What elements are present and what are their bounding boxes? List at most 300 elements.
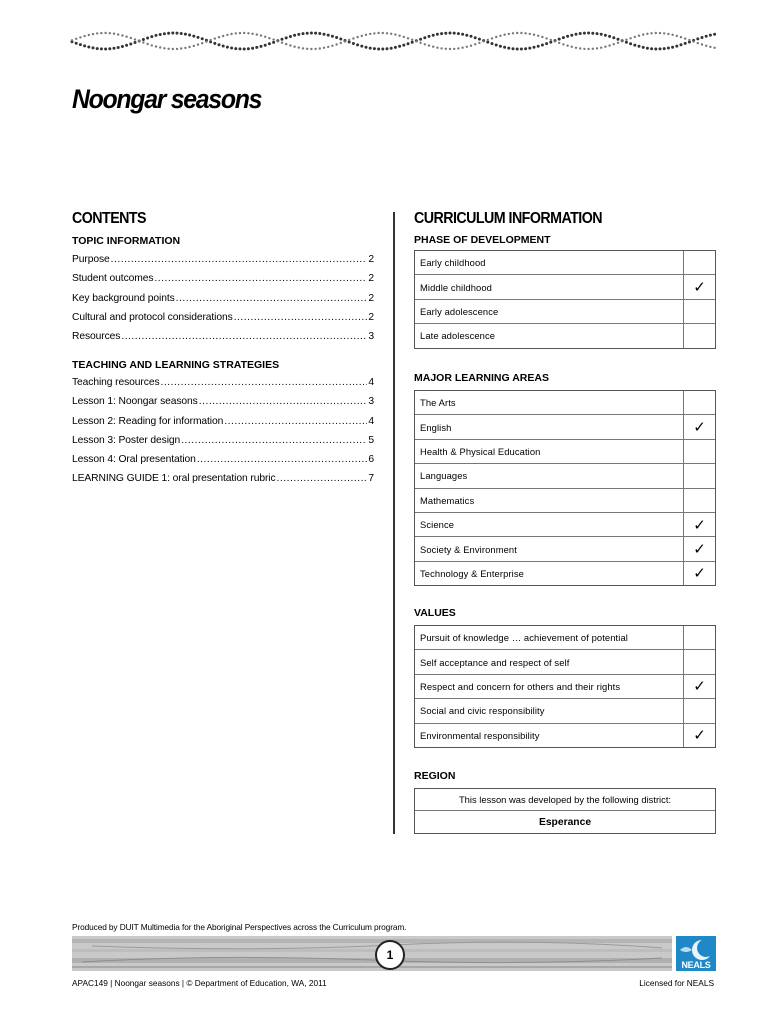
border-dot — [570, 34, 573, 37]
footer-copyright: APAC149 | Noongar seasons | © Department of Education, WA, 2011 — [72, 978, 327, 988]
border-dot — [478, 42, 480, 44]
border-dot — [79, 43, 82, 46]
border-dot — [150, 35, 153, 38]
border-dot — [667, 33, 669, 35]
toc-item[interactable]: Teaching resources ..... 4 — [72, 377, 374, 396]
border-dot — [79, 36, 81, 38]
toc-item[interactable]: Student outcomes ..... 2 — [72, 273, 374, 292]
curriculum-section — [414, 210, 716, 828]
toc-item[interactable]: Lesson 3: Poster design ..... 5 — [72, 435, 374, 454]
border-dot — [306, 32, 309, 35]
border-dot — [176, 32, 179, 35]
border-dot — [478, 38, 481, 41]
border-dot — [247, 32, 249, 34]
border-dot — [503, 46, 506, 49]
border-dot — [444, 32, 447, 35]
border-dot — [377, 32, 379, 34]
border-dot — [680, 36, 682, 38]
border-dot — [533, 46, 536, 49]
border-dot — [608, 44, 610, 46]
border-dot — [579, 32, 582, 35]
border-dot — [600, 47, 602, 49]
border-dot — [155, 34, 158, 37]
border-dot — [365, 34, 367, 36]
border-dot — [676, 35, 678, 37]
border-dot — [411, 39, 413, 41]
table-row: Science ✓ — [415, 512, 715, 536]
border-dot — [524, 47, 527, 50]
border-dot — [394, 46, 397, 49]
border-dot — [297, 33, 300, 36]
border-dot — [659, 32, 661, 34]
border-dot — [520, 48, 523, 51]
border-dot — [289, 35, 292, 38]
border-dot — [537, 35, 539, 37]
border-dot — [613, 43, 615, 45]
border-dot — [109, 32, 111, 34]
border-dot — [373, 32, 375, 34]
border-dot — [365, 46, 368, 49]
border-dot — [398, 35, 400, 37]
border-dot — [516, 32, 518, 34]
teaching-toc-list — [72, 377, 374, 493]
page-number: 1 — [375, 940, 405, 970]
border-dot — [340, 42, 342, 44]
border-dot — [113, 33, 115, 35]
border-dot — [491, 37, 493, 39]
border-dot — [440, 47, 442, 49]
border-dot — [654, 48, 657, 51]
border-dot — [579, 47, 581, 49]
check-mark-icon: ✓ — [683, 537, 715, 560]
border-dot — [382, 32, 384, 34]
border-dot — [356, 36, 358, 38]
border-dot — [596, 47, 598, 49]
region-note: This lesson was developed by the following district: — [415, 789, 715, 811]
border-dot — [713, 33, 716, 36]
border-dot — [680, 43, 683, 46]
border-dot — [281, 38, 284, 41]
border-dot — [335, 36, 338, 39]
border-dot — [356, 43, 359, 46]
border-dot — [621, 40, 623, 42]
border-dot — [226, 46, 229, 49]
border-dot — [659, 47, 662, 50]
border-dot — [306, 48, 308, 50]
border-dot — [222, 45, 225, 48]
checkbox-cell — [683, 324, 715, 347]
border-dot — [180, 32, 183, 35]
border-dot — [197, 43, 199, 45]
border-dot — [499, 35, 501, 37]
border-dot — [302, 32, 305, 35]
toc-item[interactable]: Lesson 1: Noongar seasons ..... 3 — [72, 396, 374, 415]
border-dot — [377, 48, 380, 51]
border-dot — [402, 44, 405, 47]
border-dot — [386, 32, 388, 34]
border-dot — [600, 33, 603, 36]
border-dot — [108, 47, 111, 50]
border-dot — [461, 47, 463, 49]
border-dot — [453, 32, 456, 35]
checkbox-cell — [683, 464, 715, 487]
border-dot — [171, 32, 174, 35]
border-dot — [697, 42, 699, 44]
curriculum-heading: CURRICULUM INFORMATION — [414, 210, 603, 227]
border-dot — [617, 38, 620, 41]
border-dot — [696, 37, 699, 40]
border-dot — [508, 33, 510, 35]
border-dot — [591, 32, 594, 35]
border-dot — [491, 42, 494, 45]
border-dot — [285, 36, 288, 39]
border-dot — [436, 33, 439, 36]
border-dot — [638, 35, 640, 37]
border-dot — [558, 42, 560, 44]
border-dot — [197, 36, 200, 39]
border-dot — [323, 33, 326, 36]
toc-item[interactable]: LEARNING GUIDE 1: oral presentation rubric ..... 7 — [72, 473, 374, 492]
border-dot — [213, 42, 216, 45]
border-dot — [293, 46, 295, 48]
border-dot — [545, 37, 547, 39]
check-mark-icon: ✓ — [683, 724, 715, 747]
border-dot — [705, 35, 708, 38]
border-dot — [264, 44, 267, 47]
contents-section — [72, 210, 374, 485]
border-dot — [701, 36, 704, 39]
border-dot — [243, 48, 246, 51]
border-dot — [562, 36, 565, 39]
border-dot — [432, 46, 434, 48]
border-dot — [617, 42, 619, 44]
border-dot — [285, 43, 287, 45]
border-dot — [415, 40, 417, 42]
border-dot — [432, 34, 435, 37]
border-dot — [684, 42, 687, 45]
border-dot — [159, 46, 161, 48]
table-row: Late adolescence — [415, 323, 715, 347]
border-dot — [537, 45, 540, 48]
border-dot — [96, 32, 98, 34]
border-dot — [121, 45, 124, 48]
table-row: Respect and concern for others and their rights ✓ — [415, 674, 715, 698]
border-dot — [675, 45, 678, 48]
border-dot — [100, 32, 102, 34]
check-mark-icon: ✓ — [683, 513, 715, 536]
border-dot — [386, 47, 389, 50]
border-dot — [302, 47, 304, 49]
border-dot — [381, 48, 384, 51]
border-dot — [487, 39, 489, 41]
toc-item[interactable]: Lesson 2: Reading for information ..... 4 — [72, 416, 374, 435]
border-dot — [545, 42, 548, 45]
border-dot — [566, 45, 568, 47]
border-dot — [96, 47, 99, 50]
border-dot — [369, 47, 372, 50]
check-mark-icon: ✓ — [683, 675, 715, 698]
border-dot — [75, 42, 78, 45]
border-dot — [184, 47, 186, 49]
border-dot — [453, 48, 455, 50]
toc-item[interactable]: Purpose ..... 2 — [72, 254, 374, 273]
border-dot — [352, 42, 355, 45]
border-dot — [272, 38, 274, 40]
table-row: Early childhood — [415, 251, 715, 274]
border-dot — [629, 37, 631, 39]
border-dot — [87, 46, 90, 49]
border-dot — [277, 40, 279, 42]
table-row: Society & Environment ✓ — [415, 536, 715, 560]
border-dot — [642, 46, 645, 49]
border-dot — [298, 46, 300, 48]
border-dot — [289, 44, 291, 46]
border-dot — [436, 47, 438, 49]
border-dot — [507, 47, 510, 50]
border-dot — [495, 36, 497, 38]
border-dot — [310, 48, 312, 50]
border-dot — [465, 34, 468, 37]
border-dot — [327, 34, 330, 37]
border-dot — [142, 38, 145, 41]
border-dot — [390, 47, 393, 50]
border-dot — [163, 47, 165, 49]
border-dot — [419, 42, 421, 44]
border-dot — [104, 32, 106, 34]
checkbox-cell — [683, 650, 715, 673]
border-dot — [234, 47, 237, 50]
border-dot — [327, 46, 329, 48]
border-dot — [583, 48, 585, 50]
border-dot — [121, 34, 123, 36]
border-dot — [550, 39, 552, 41]
border-dot — [146, 43, 148, 45]
border-dot — [558, 38, 561, 41]
border-dot — [373, 47, 376, 50]
border-dot — [281, 42, 283, 44]
border-dot — [348, 39, 350, 41]
border-dot — [419, 38, 422, 41]
table-row: Social and civic responsibility — [415, 698, 715, 722]
border-dot — [470, 45, 472, 47]
border-dot — [474, 36, 477, 39]
border-dot — [352, 37, 354, 39]
table-row: Environmental responsibility ✓ — [415, 723, 715, 747]
border-dot — [184, 33, 187, 36]
border-dot — [323, 47, 325, 49]
border-dot — [482, 40, 484, 42]
phase-heading: PHASE OF DEVELOPMENT — [414, 234, 551, 246]
values-heading: VALUES — [414, 607, 456, 619]
table-row: Technology & Enterprise ✓ — [415, 561, 715, 585]
border-dot — [125, 44, 128, 47]
border-dot — [268, 42, 271, 45]
table-row: Pursuit of knowledge … achievement of potential — [415, 626, 715, 649]
border-dot — [339, 38, 342, 41]
border-dot — [159, 33, 162, 36]
border-dot — [163, 32, 166, 35]
page-title: Noongar seasons — [72, 84, 262, 114]
border-dot — [75, 38, 77, 40]
border-dot — [466, 46, 468, 48]
border-dot — [663, 47, 666, 50]
border-dot — [646, 33, 648, 35]
border-dot — [117, 33, 119, 35]
table-row: Mathematics — [415, 488, 715, 512]
border-dot — [180, 47, 182, 49]
border-dot — [604, 34, 607, 37]
border-dot — [264, 36, 266, 38]
produced-by-note: Produced by DUIT Multimedia for the Aboriginal Perspectives across the Curriculum program. — [72, 922, 407, 932]
border-dot — [398, 45, 401, 48]
border-dot — [587, 32, 590, 35]
border-dot — [192, 35, 195, 38]
toc-item[interactable]: Key background points ..... 2 — [72, 293, 374, 312]
border-dot — [138, 40, 140, 42]
border-dot — [499, 45, 502, 48]
border-dot — [403, 36, 405, 38]
border-dot — [445, 48, 447, 50]
border-dot — [88, 34, 90, 36]
border-dot — [688, 39, 690, 41]
topic-toc-list — [72, 254, 374, 350]
border-dot — [655, 32, 657, 34]
border-dot — [218, 43, 221, 46]
border-dot — [638, 45, 641, 48]
phase-table — [414, 250, 716, 349]
border-dot — [255, 46, 258, 49]
table-row: The Arts — [415, 391, 715, 414]
border-dot — [701, 43, 703, 45]
border-dot — [625, 41, 628, 44]
border-dot — [524, 32, 526, 34]
border-dot — [520, 32, 522, 34]
border-dot — [394, 33, 396, 35]
border-dot — [541, 44, 544, 47]
border-dot — [650, 32, 652, 34]
border-dot — [314, 48, 316, 50]
border-dot — [449, 32, 452, 35]
border-dot — [125, 36, 127, 38]
border-dot — [243, 32, 245, 34]
border-dot — [554, 40, 556, 42]
checkbox-cell — [683, 251, 715, 274]
border-dot — [428, 44, 430, 46]
border-dot — [512, 32, 514, 34]
toc-item[interactable]: Cultural and protocol considerations ..... 2 — [72, 312, 374, 331]
border-dot — [151, 44, 153, 46]
border-dot — [713, 47, 715, 49]
border-dot — [705, 45, 707, 47]
border-dot — [134, 41, 137, 44]
border-dot — [167, 48, 169, 50]
border-dot — [209, 39, 211, 41]
border-dot — [457, 32, 460, 35]
border-dot — [533, 34, 535, 36]
border-dot — [318, 32, 321, 35]
border-dot — [407, 37, 409, 39]
learning-areas-heading: MAJOR LEARNING AREAS — [414, 372, 549, 384]
border-dot — [512, 47, 515, 50]
column-divider — [393, 212, 395, 834]
teaching-strategies-heading: TEACHING AND LEARNING STRATEGIES — [72, 359, 280, 371]
border-dot — [457, 47, 459, 49]
border-dot — [314, 32, 317, 35]
border-dot — [596, 32, 599, 35]
border-dot — [226, 34, 228, 36]
border-dot — [344, 40, 346, 42]
border-dot — [566, 35, 569, 38]
border-dot — [592, 48, 594, 50]
footer-texture-bar — [72, 936, 672, 971]
border-dot — [629, 42, 632, 45]
border-dot — [319, 47, 321, 49]
toc-item[interactable]: Resources ..... 3 — [72, 331, 374, 350]
border-dot — [260, 45, 263, 48]
border-dot — [100, 47, 103, 50]
checkbox-cell — [683, 699, 715, 722]
border-dot — [604, 46, 606, 48]
topic-information-heading: TOPIC INFORMATION — [72, 235, 181, 247]
table-row: Health & Physical Education — [415, 439, 715, 463]
border-dot — [256, 33, 258, 35]
toc-item[interactable]: Lesson 4: Oral presentation ..... 6 — [72, 454, 374, 473]
border-dot — [634, 36, 636, 38]
border-dot — [516, 48, 519, 51]
border-dot — [692, 40, 694, 42]
border-dot — [71, 39, 73, 41]
border-dot — [155, 45, 157, 47]
decorative-dot-border — [70, 28, 720, 54]
border-dot — [369, 33, 371, 35]
border-dot — [529, 33, 531, 35]
border-dot — [331, 45, 333, 47]
checkbox-cell — [683, 489, 715, 512]
border-dot — [411, 41, 414, 44]
region-heading: REGION — [414, 770, 456, 782]
border-dot — [272, 41, 275, 44]
border-dot — [642, 33, 644, 35]
border-dot — [470, 35, 473, 38]
border-dot — [230, 47, 233, 50]
border-dot — [260, 34, 262, 36]
border-dot — [176, 48, 178, 50]
border-dot — [633, 44, 636, 47]
border-dot — [142, 41, 144, 43]
border-dot — [146, 37, 149, 40]
checkbox-cell — [683, 300, 715, 323]
border-dot — [671, 46, 674, 49]
border-dot — [709, 46, 711, 48]
border-dot — [83, 44, 86, 47]
border-dot — [528, 47, 531, 50]
border-dot — [663, 32, 665, 34]
border-dot — [205, 41, 207, 43]
border-dot — [335, 43, 337, 45]
border-dot — [222, 35, 224, 37]
border-dot — [117, 46, 120, 49]
learning-areas-table — [414, 390, 716, 586]
border-dot — [562, 43, 564, 45]
table-row: Early adolescence — [415, 299, 715, 323]
border-dot — [671, 34, 673, 36]
region-district: Esperance — [538, 816, 592, 828]
values-table — [414, 625, 716, 748]
border-dot — [201, 42, 203, 44]
table-row: Self acceptance and respect of self — [415, 649, 715, 673]
border-dot — [129, 43, 132, 46]
neals-logo: NEALS — [676, 936, 716, 971]
